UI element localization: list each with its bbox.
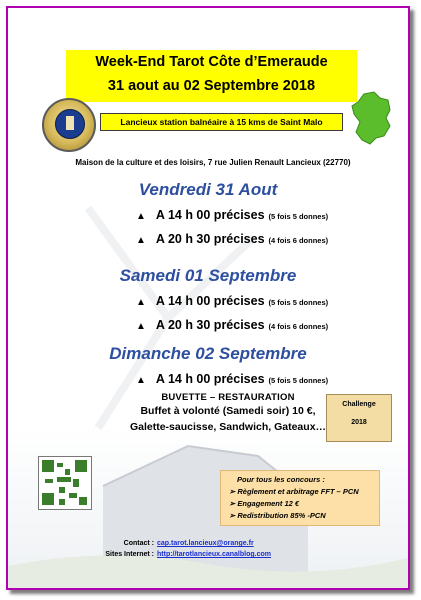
session-format: (5 fois 5 donnes) — [268, 298, 329, 307]
session-line — [136, 372, 328, 386]
contact-label: Contact : — [123, 540, 154, 547]
poster — [6, 6, 410, 590]
website-link[interactable]: http://tarotlancieux.canalblog.com — [157, 551, 271, 558]
session-line — [136, 232, 328, 246]
event-title: Week-End Tarot Côte d’Emeraude — [95, 54, 328, 70]
rules-item: ➢ Règlement et arbitrage FFT – PCN — [229, 487, 359, 496]
session-time: A 14 h 00 précises — [155, 208, 265, 222]
day-heading-sunday: Dimanche 02 Septembre — [109, 344, 307, 363]
rules-info-box — [220, 470, 380, 526]
rules-item: ➢ Engagement 12 € — [229, 499, 300, 508]
session-time: A 20 h 30 précises — [155, 232, 265, 246]
day-heading-friday: Vendredi 31 Aout — [138, 180, 278, 199]
bullet-icon: ▲ — [136, 211, 146, 222]
session-line — [136, 294, 328, 308]
qr-code-icon — [38, 456, 92, 510]
session-time: A 14 h 00 précises — [155, 294, 265, 308]
session-format: (4 fois 6 donnes) — [268, 322, 329, 331]
day-heading-saturday: Samedi 01 Septembre — [119, 266, 297, 285]
session-format: (5 fois 5 donnes) — [268, 376, 329, 385]
session-line — [136, 208, 328, 222]
challenge-label: Challenge — [342, 401, 376, 408]
session-time: A 14 h 00 précises — [155, 372, 265, 386]
session-format: (5 fois 5 donnes) — [268, 212, 329, 221]
challenge-year: 2018 — [351, 419, 367, 426]
club-logo — [42, 98, 96, 152]
catering-heading: BUVETTE – RESTAURATION — [161, 392, 295, 403]
session-line — [136, 318, 328, 332]
session-format: (4 fois 6 donnes) — [268, 236, 329, 245]
venue-address: Maison de la culture et des loisirs, 7 rue Julien Renault Lancieux (22770) — [75, 158, 351, 167]
location-subtitle: Lancieux station balnéaire à 15 kms de Saint Malo — [100, 113, 343, 131]
catering-line: Buffet à volonté (Samedi soir) 10 €, — [140, 405, 316, 417]
rules-heading: Pour tous les concours : — [237, 475, 325, 484]
event-title-box — [66, 50, 357, 102]
bullet-icon: ▲ — [136, 235, 146, 246]
session-time: A 20 h 30 précises — [155, 318, 265, 332]
rules-item: ➢ Redistribution 85% -PCN — [229, 511, 326, 520]
challenge-badge — [326, 394, 392, 442]
france-map-icon — [350, 90, 394, 146]
catering-info — [118, 392, 338, 435]
bullet-icon: ▲ — [136, 321, 146, 332]
contact-email-link[interactable]: cap.tarot.lancieux@orange.fr — [157, 540, 254, 547]
catering-line: Galette-saucisse, Sandwich, Gateaux… — [129, 421, 327, 433]
logo-windmill-icon — [55, 109, 85, 139]
event-dates: 31 aout au 02 Septembre 2018 — [107, 78, 316, 94]
bullet-icon: ▲ — [136, 297, 146, 308]
contact-block — [104, 538, 271, 560]
bullet-icon: ▲ — [136, 375, 146, 386]
website-label: Sites Internet : — [105, 551, 154, 558]
